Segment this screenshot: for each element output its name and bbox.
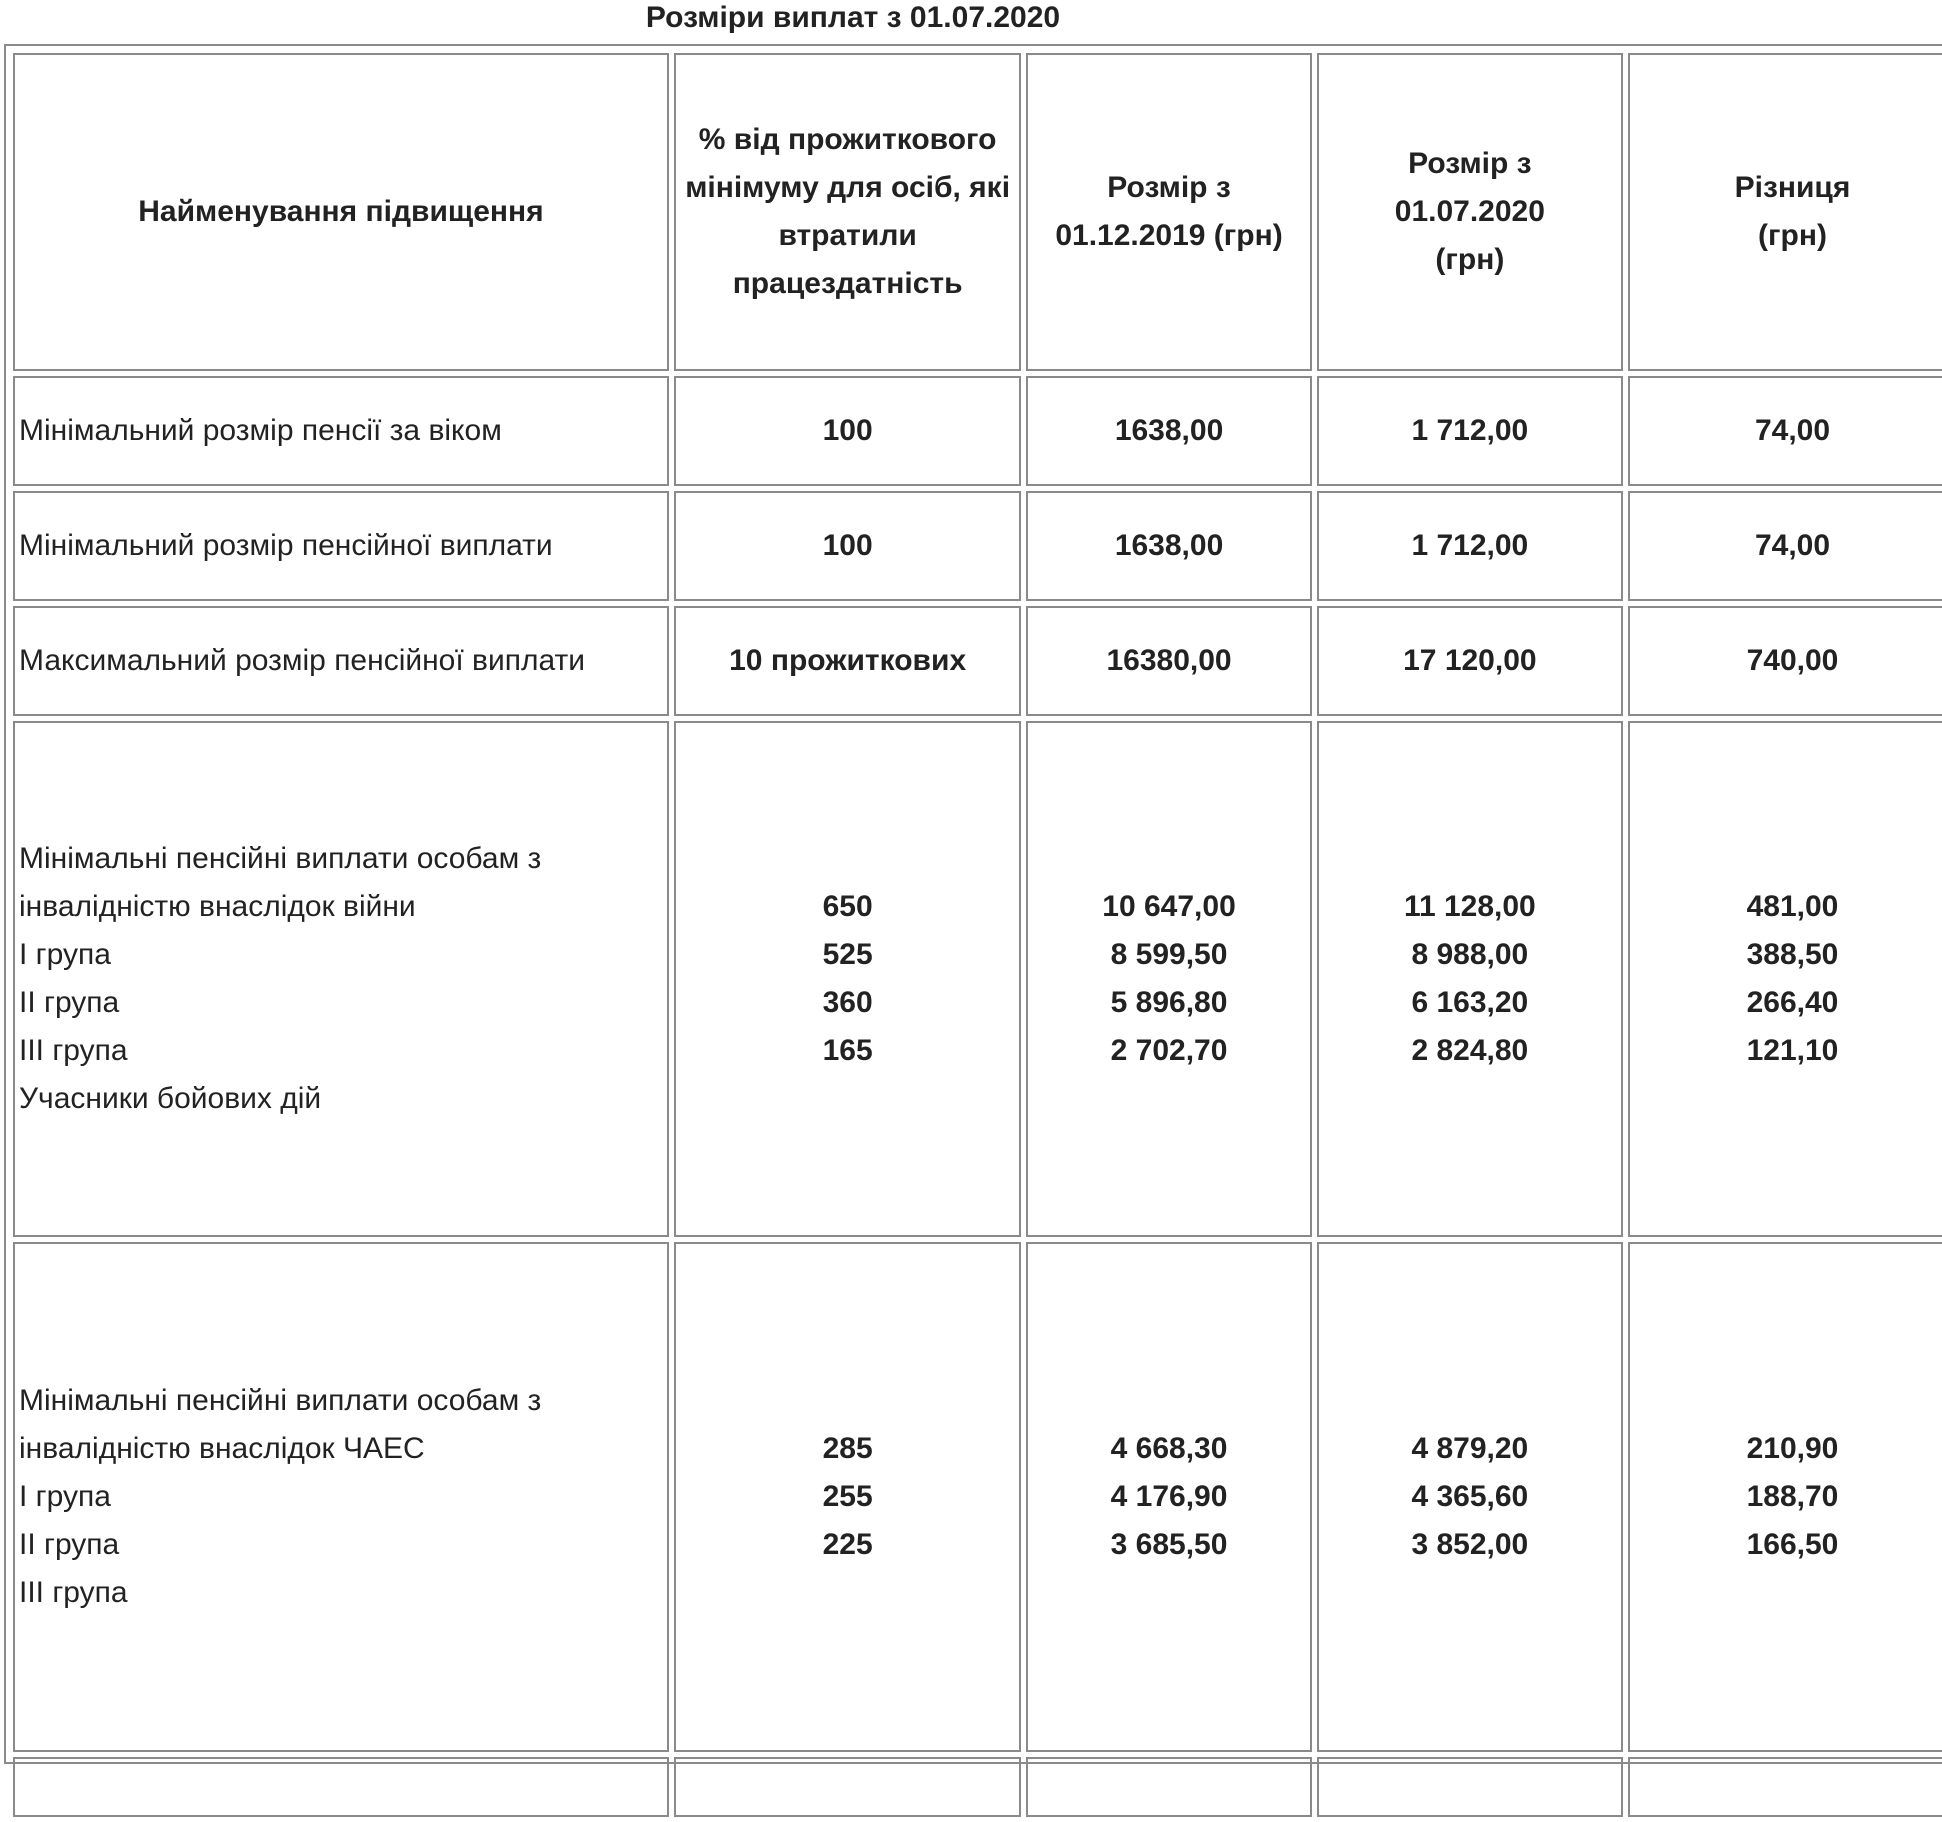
row-size-2019-cell [1026,376,1311,486]
row-diff-value: 266,40 [1746,986,1839,1019]
row-name-line: І група [19,1480,111,1513]
row-percent-value: 255 [822,1480,873,1513]
row-diff-value: 74,00 [1754,529,1831,562]
row-percent-cell [674,1242,1021,1752]
empty-cell [1317,1757,1623,1817]
table-caption [0,0,1942,38]
header-percent-line: мінімуму для осіб, які [685,171,1011,204]
row-percent-cell [674,491,1021,601]
empty-cell [1026,1757,1311,1817]
row-name-line: ІІ група [19,1528,120,1561]
row-size-2019-value: 1638,00 [1114,414,1224,447]
row-diff-value: 166,50 [1746,1528,1839,1561]
row-diff-value: 210,90 [1746,1432,1839,1465]
row-size-2020-cell [1317,1242,1623,1752]
row-name-cell [13,1242,669,1752]
row-percent-value: 525 [822,938,873,971]
table-row [13,1242,1942,1752]
header-size-2019-line: 01.12.2019 (грн) [1055,219,1283,252]
header-percent [674,53,1021,371]
row-size-2020-value: 4 879,20 [1411,1432,1529,1465]
row-name-line: Учасники бойових дій [19,1082,322,1115]
row-name-line: ІІІ група [19,1034,128,1067]
header-size-2019-line: Розмір з [1107,171,1231,204]
row-size-2019-value: 1638,00 [1114,529,1224,562]
row-size-2020-value: 3 852,00 [1411,1528,1529,1561]
row-name-cell [13,606,669,716]
table-row-partial [13,1757,1942,1817]
row-size-2020-value: 17 120,00 [1403,644,1537,677]
row-size-2019-cell [1026,606,1311,716]
payments-table-frame [4,44,1942,1764]
row-diff-cell [1628,1242,1942,1752]
row-percent-value: 285 [822,1432,873,1465]
row-size-2019-value: 10 647,00 [1102,890,1236,923]
header-size-2020-line: 01.07.2020 [1394,195,1545,228]
table-title: Розміри виплат з 01.07.2020 [645,1,1061,34]
header-size-2020-line: Розмір з [1408,147,1532,180]
row-name-line: Мінімальні пенсійні виплати особам з [19,842,542,875]
row-diff-value: 388,50 [1746,938,1839,971]
row-size-2019-cell [1026,1242,1311,1752]
row-name-line: Мінімальний розмір пенсії за віком [19,414,502,447]
row-name-line: Мінімальні пенсійні виплати особам з [19,1384,542,1417]
row-size-2019-value: 2 702,70 [1110,1034,1228,1067]
table-row [13,606,1942,716]
row-diff-value: 481,00 [1746,890,1839,923]
row-size-2019-value: 3 685,50 [1110,1528,1228,1561]
row-name-line: Максимальний розмір пенсійної виплати [19,644,586,677]
header-percent-line: працездатність [732,267,963,300]
empty-cell [1628,1757,1942,1817]
row-name-line: Мінімальний розмір пенсійної виплати [19,529,553,562]
row-diff-value: 74,00 [1754,414,1831,447]
row-size-2019-value: 5 896,80 [1110,986,1228,1019]
table-row [13,721,1942,1237]
header-percent-line: % від прожиткового [698,123,997,156]
row-percent-value: 100 [822,414,873,447]
row-diff-cell [1628,606,1942,716]
header-name [13,53,669,371]
header-size-2020 [1317,53,1623,371]
row-percent-value: 225 [822,1528,873,1561]
header-name-label: Найменування підвищення [138,195,544,228]
row-name-line: інвалідністю внаслідок війни [19,890,416,923]
empty-cell [13,1757,669,1817]
row-size-2019-value: 4 668,30 [1110,1432,1228,1465]
row-size-2020-cell [1317,491,1623,601]
row-name-line: інвалідністю внаслідок ЧАЕС [19,1432,425,1465]
payments-table [8,48,1942,1822]
row-percent-value: 360 [822,986,873,1019]
table-row [13,376,1942,486]
row-diff-cell [1628,721,1942,1237]
row-diff-value: 121,10 [1746,1034,1839,1067]
row-size-2020-value: 1 712,00 [1411,414,1529,447]
row-percent-value: 10 прожиткових [729,644,967,677]
row-percent-cell [674,376,1021,486]
row-percent-value: 165 [822,1034,873,1067]
row-size-2020-cell [1317,721,1623,1237]
row-size-2019-value: 16380,00 [1106,644,1232,677]
row-size-2019-cell [1026,491,1311,601]
table-row [13,491,1942,601]
row-name-line: І група [19,938,111,971]
table-header-row [13,53,1942,371]
row-size-2019-value: 8 599,50 [1110,938,1228,971]
header-size-2019 [1026,53,1311,371]
row-name-cell [13,721,669,1237]
header-size-2020-line: (грн) [1435,243,1505,276]
row-size-2020-value: 6 163,20 [1411,986,1529,1019]
row-size-2020-cell [1317,606,1623,716]
empty-cell [674,1757,1021,1817]
row-size-2020-value: 8 988,00 [1411,938,1529,971]
row-size-2020-value: 11 128,00 [1403,890,1536,923]
row-diff-cell [1628,491,1942,601]
row-name-cell [13,376,669,486]
row-name-line: ІІ група [19,986,120,1019]
row-size-2020-value: 2 824,80 [1411,1034,1529,1067]
header-diff-line: Різниця [1734,171,1851,204]
row-size-2019-value: 4 176,90 [1110,1480,1228,1513]
row-diff-value: 188,70 [1746,1480,1839,1513]
row-percent-cell [674,721,1021,1237]
header-diff [1628,53,1942,371]
row-size-2020-value: 4 365,60 [1411,1480,1529,1513]
row-percent-value: 100 [822,529,873,562]
row-diff-cell [1628,376,1942,486]
row-size-2020-cell [1317,376,1623,486]
header-diff-line: (грн) [1758,219,1827,252]
row-diff-value: 740,00 [1746,644,1839,677]
row-percent-cell [674,606,1021,716]
header-percent-line: втратили [778,219,917,252]
row-name-line: ІІІ група [19,1576,128,1609]
row-size-2020-value: 1 712,00 [1411,529,1529,562]
row-name-cell [13,491,669,601]
row-percent-value: 650 [822,890,873,923]
row-size-2019-cell [1026,721,1311,1237]
